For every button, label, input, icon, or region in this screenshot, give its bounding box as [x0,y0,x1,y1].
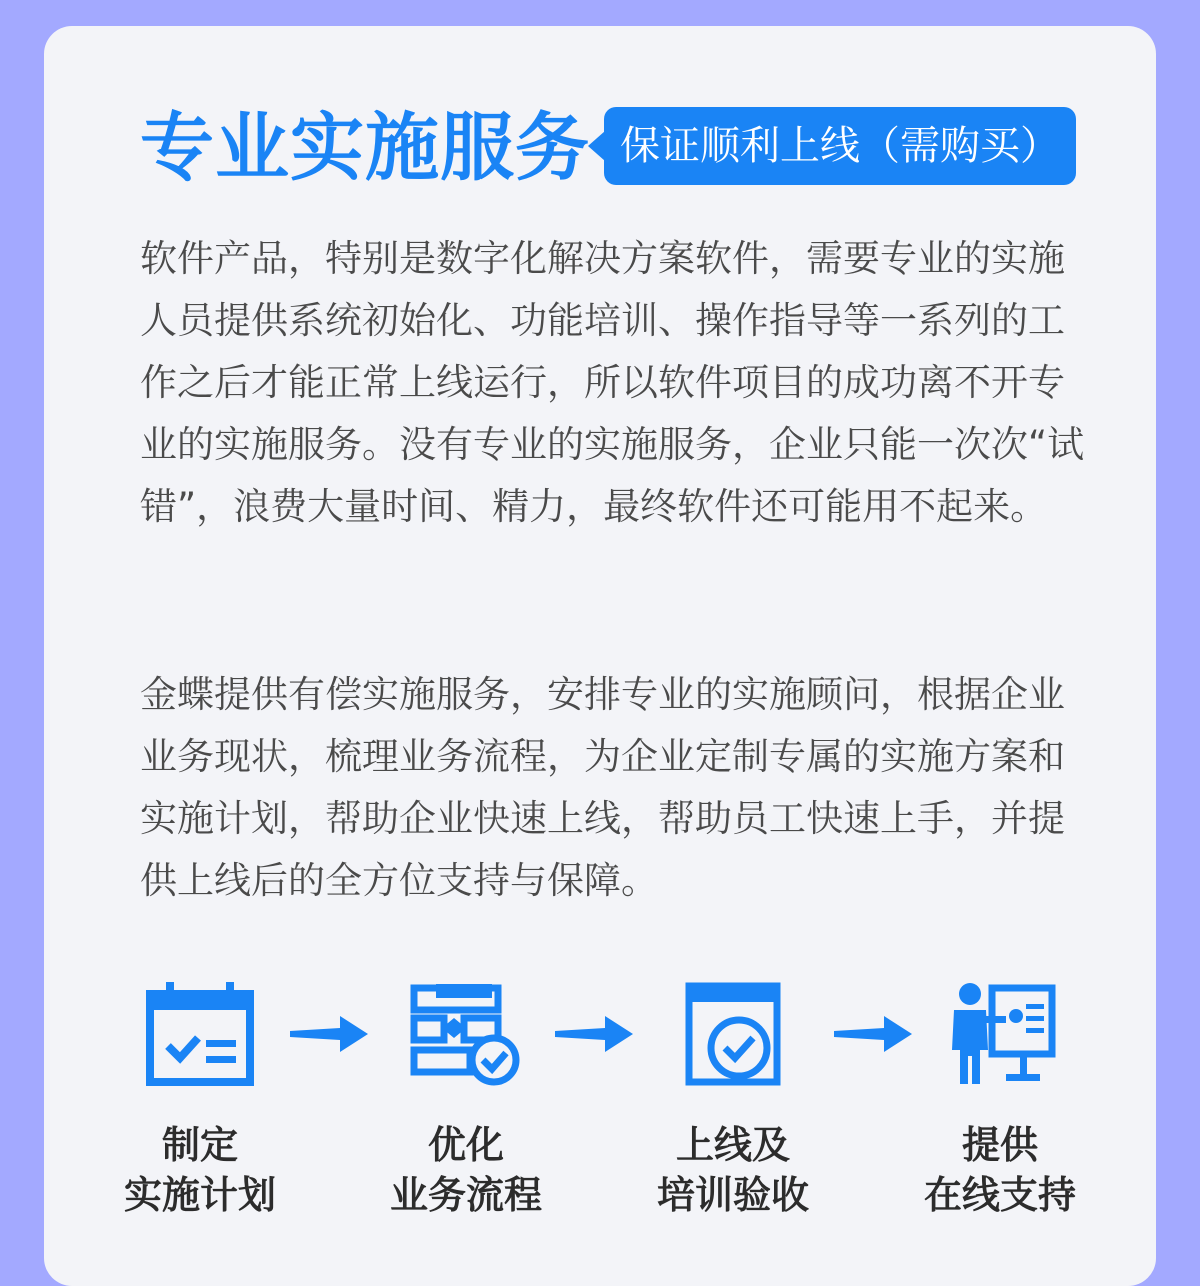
step-launch-line1: 上线及 [675,1123,790,1167]
step-support [890,980,1110,1220]
page-title: 专业实施服务 [140,105,590,191]
service-paragraph: 金蝶提供有偿实施服务，安排专业的实施顾问，根据企业业务现状，梳理业务流程，为企业定制专属的实施方案和实施计划，帮助企业快速上线，帮助员工快速上手，并提供上线后的全方位支持与保障。 [140,673,1065,902]
step-launch-label [623,1120,843,1220]
intro-paragraph: 软件产品，特别是数字化解决方案软件，需要专业的实施人员提供系统初始化、功能培训、操作指导等一系列的工作之后才能正常上线运行，所以软件项目的成功离不开专业的实施服务。没有专业的实施服务，企业只能一次次“试错”，浪费大量时间、精力，最终软件还可能用不起来。 [140,237,1085,528]
step-optimize-label [356,1120,576,1220]
step-plan-line1: 制定 [161,1123,238,1167]
purchase-tag: 保证顺利上线（需购买） [604,107,1076,185]
tag-pointer [588,131,605,161]
step-plan [90,980,310,1220]
step-support-line2: 在线支持 [923,1173,1076,1217]
step-launch-line2: 培训验收 [656,1173,809,1217]
step-plan-line2: 实施计划 [123,1173,276,1217]
step-plan-label [90,1120,310,1220]
presenter-board-icon [940,980,1060,1090]
step-support-label [890,1120,1110,1220]
step-optimize [356,980,576,1220]
step-optimize-line2: 业务流程 [389,1173,542,1217]
step-optimize-line1: 优化 [427,1123,504,1167]
calendar-check-icon [140,980,260,1090]
step-launch [623,980,843,1220]
process-check-icon [406,980,526,1090]
step-support-line1: 提供 [961,1123,1038,1167]
document-check-icon [673,980,793,1090]
section-heading [140,100,590,196]
